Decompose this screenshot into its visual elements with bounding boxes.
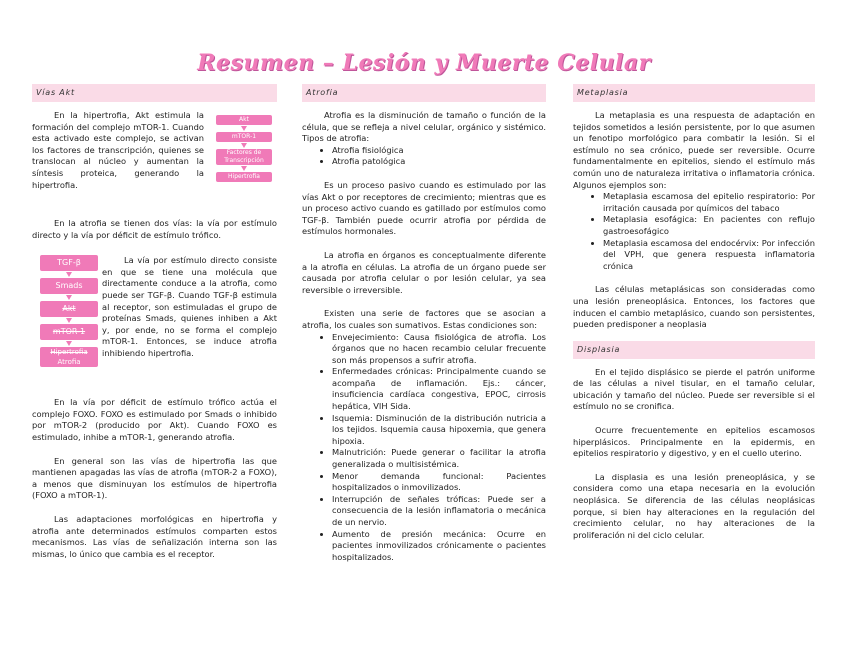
column-atrofia bbox=[302, 84, 546, 563]
section-header: Vías Akt bbox=[32, 84, 277, 102]
paragraph: Las adaptaciones morfológicas en hipertrofia y atrofia ante determinados estímulos comparten estos mecanismos. Las vías de señalización interna son las mismas, lo único que cambia es el receptor. bbox=[32, 513, 277, 559]
paragraph: En general son las vías de hipertrofia las que mantienen apagadas las vías de atrofia (mTOR-2 a FOXO), a menos que disminuyan los estímulos de hipertrofia (FOXO a mTOR-1). bbox=[32, 455, 277, 501]
paragraph: En la vía por déficit de estímulo trófico actúa el complejo FOXO. FOXO es estimulado por Smads o inhibido por mTOR-2 (producido por Akt). Cuando FOXO es estimulado, inhibe a mTOR-1, generando atrofia. bbox=[32, 397, 277, 442]
list-item: • Atrofia patológica bbox=[332, 156, 546, 168]
diagram-node: Factores de Transcripción bbox=[216, 149, 272, 165]
section-header: Metaplasia bbox=[573, 84, 815, 102]
list-item: • Enfermedades crónicas: Principalmente cuando se acompaña de inflamación. Ejs.: cáncer, insuficiencia cardíaca congestiva, EPOC, cirrosis hepática, VIH Sida. bbox=[332, 366, 546, 412]
paragraph: En la hipertrofia, Akt estimula la formación del complejo mTOR-1. Cuando esta activado este complejo, se activan los factores de transcripción, quienes se translocan al núcleo y aumentan la síntesis proteica, generando la hipertrofia. bbox=[32, 110, 204, 190]
section-header: Atrofia bbox=[302, 84, 546, 102]
hypertrophy-diagram bbox=[216, 115, 272, 182]
paragraph: La vía por estímulo directo consiste en que se tiene una molécula que directamente conduce a la atrofia, como puede ser TGF-β. Cuando TGF-β estimula al receptor, son estimuladas el grupo de proteínas Smads, quienes inhiben a Akt y, por ende, no se forma el complejo mTOR-1. Entonces, se induce atrofia inhibiendo hipertrofia. bbox=[102, 255, 277, 358]
metaplasia-examples-list bbox=[573, 191, 815, 272]
arrow-down-icon bbox=[241, 143, 247, 148]
list-item: • Aumento de presión mecánica: Ocurre en pacientes inmovilizados crónicamente o pacientes hospitalizados. bbox=[332, 529, 546, 564]
arrow-down-icon bbox=[66, 318, 72, 323]
list-item: • Menor demanda funcional: Pacientes hospitalizados o inmovilizados. bbox=[332, 471, 546, 494]
paragraph: La atrofia en órganos es conceptualmente diferente a la atrofia en células. La atrofia de un órgano puede ser causada por atrofia celular o por lesión celular, ya sea reversible o irreversible. bbox=[302, 249, 546, 295]
list-item: • Isquemia: Disminución de la distribución nutricia a los tejidos. Isquemia causa hipoxemia, que genera hipoxia. bbox=[332, 413, 546, 448]
paragraph: Las células metaplásicas son consideradas como una lesión preneoplásica. Entonces, los factores que inducen el cambio metaplásico, cuando son persistentes, pueden predisponer a neoplasia bbox=[573, 284, 815, 330]
section-header-displasia: Displasia bbox=[573, 341, 815, 359]
diagram-node bbox=[40, 347, 98, 367]
diagram-node: Akt bbox=[216, 115, 272, 125]
list-item: • Metaplasia escamosa del endocérvix: Por infección del VPH, que genera respuesta inflamatoria crónica bbox=[603, 238, 815, 273]
arrow-down-icon bbox=[241, 166, 247, 171]
diagram-node-result: Atrofia bbox=[57, 358, 81, 367]
arrow-down-icon bbox=[66, 272, 72, 277]
atrophy-diagram bbox=[40, 255, 98, 367]
list-item: • Envejecimiento: Causa fisiológica de atrofia. Los órganos que no hacen recambio celular frecuente son más propensos a sufrir atrofia. bbox=[332, 332, 546, 367]
paragraph: La metaplasia es una respuesta de adaptación en tejidos sometidos a lesión persistente, por lo que asumen un fenotipo morfológico para combatir la lesión. Si el estímulo no sea crónico, puede ser reversible. Ocurre fundamentalmente en epitelios, siendo el estímulo más común uno de naturaleza irritativa o inflamatoria crónica. Algunos ejemplos son: bbox=[573, 110, 815, 190]
diagram-node: mTOR-1 bbox=[216, 132, 272, 142]
diagram-node: TGF-β bbox=[40, 255, 98, 271]
diagram-node: Hipertrofia bbox=[216, 172, 272, 182]
list-item: • Malnutrición: Puede generar o facilitar la atrofia generalizada o multisistémica. bbox=[332, 447, 546, 470]
paragraph: En el tejido displásico se pierde el patrón uniforme de las células a nivel tisular, en el tamaño celular, ubicación y tamaño del núcleo. Puede ser reversible si el estímulo no se cronifica. bbox=[573, 366, 815, 412]
arrow-down-icon bbox=[66, 341, 72, 346]
paragraph: Atrofia es la disminución de tamaño o función de la célula, que se refleja a nivel celular, orgánico y sistémico. Tipos de atrofia: bbox=[302, 110, 546, 144]
paragraph: Ocurre frecuentemente en epitelios escamosos hiperplásicos. Principalmente en la epidermis, en epitelios respiratorio y digestivo, y en el cuello uterino. bbox=[573, 425, 815, 459]
paragraph: En la atrofia se tienen dos vías: la vía por estímulo directo y la vía por déficit de estímulo trófico. bbox=[32, 218, 277, 240]
column-metaplasia bbox=[573, 84, 815, 541]
column-vias-akt bbox=[32, 84, 277, 560]
list-item: • Atrofia fisiológica bbox=[332, 145, 546, 157]
list-item: • Interrupción de señales tróficas: Puede ser a consecuencia de la lesión inflamatoria o mecánica de un nervio. bbox=[332, 494, 546, 529]
diagram-node-inhibited: Hipertrofia bbox=[50, 348, 88, 357]
atrophy-types-list bbox=[302, 145, 546, 168]
atrophy-factors-list bbox=[302, 332, 546, 564]
arrow-down-icon bbox=[241, 126, 247, 131]
diagram-node: Smads bbox=[40, 278, 98, 294]
page-title: Resumen – Lesión y Muerte Celular bbox=[197, 50, 651, 76]
paragraph: Es un proceso pasivo cuando es estimulado por las vías Akt o por receptores de crecimiento; mientras que es un proceso activo cuando es gatillado por estímulos como TGF-β. También puede ocurrir atrofia por pérdida de estímulos hormonales. bbox=[302, 179, 546, 237]
paragraph: Existen una serie de factores que se asocian a atrofia, los cuales son sumativos. Estas condiciones son: bbox=[302, 308, 546, 330]
paragraph: La displasia es una lesión preneoplásica, y se considera como una etapa necesaria en la evolución neoplásica. Se diferencia de las células neoplásicas porque, si bien hay alteraciones en la regulación del crecimiento celular, no hay alteraciones de la proliferación ni del ciclo celular. bbox=[573, 471, 815, 540]
list-item: • Metaplasia escamosa del epitelio respiratorio: Por irritación causada por químicos del tabaco bbox=[603, 191, 815, 214]
arrow-down-icon bbox=[66, 295, 72, 300]
diagram-node-inhibited: Akt bbox=[40, 301, 98, 317]
list-item: • Metaplasia esofágica: En pacientes con reflujo gastroesofágico bbox=[603, 214, 815, 237]
diagram-node-inhibited: mTOR-1 bbox=[40, 324, 98, 340]
